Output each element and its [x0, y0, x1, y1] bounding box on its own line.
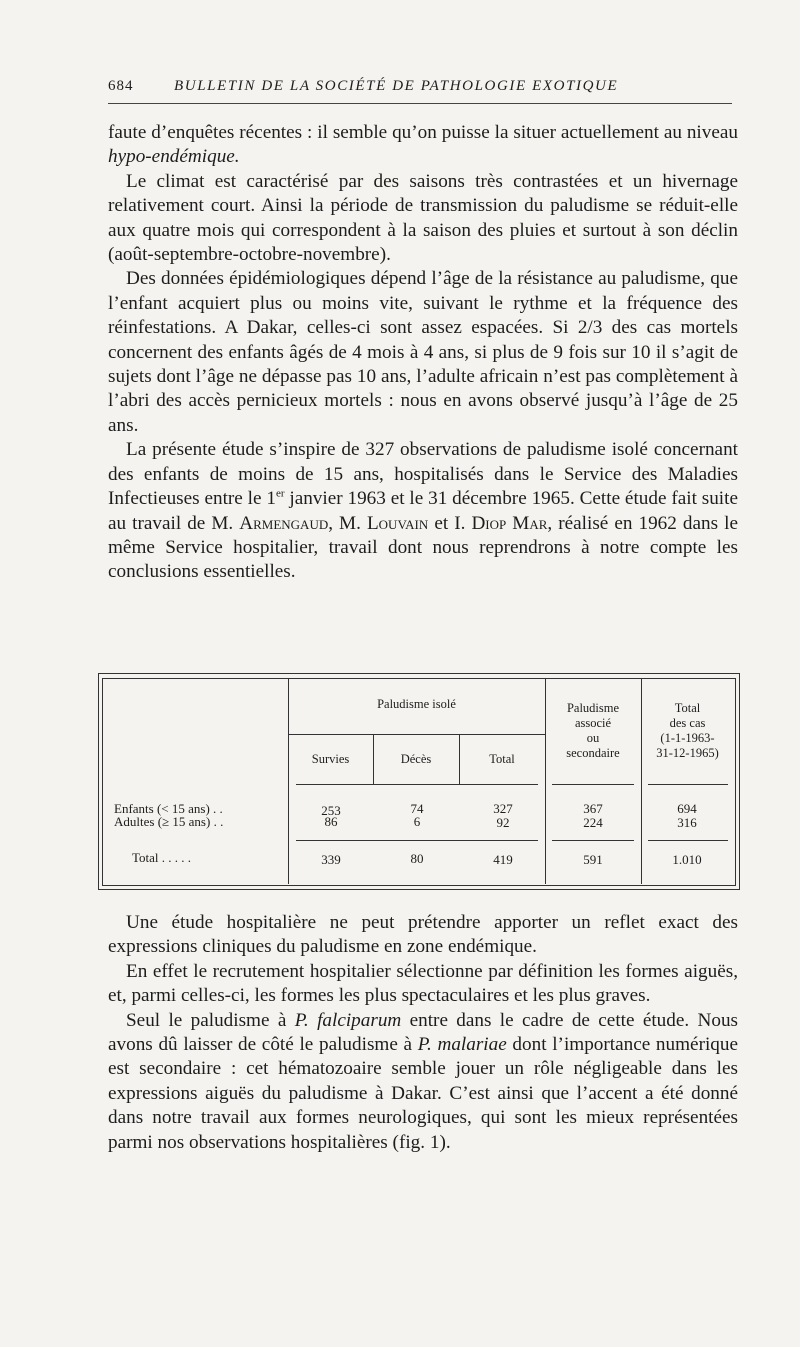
row-label-adultes: Adultes (≥ 15 ans) . .: [114, 814, 224, 829]
p7-species-malariae: P. malariae: [417, 1034, 507, 1056]
cell-enfants-deces: 74: [410, 801, 424, 816]
p7-species-falciparum: P. falciparum: [294, 1009, 402, 1031]
p4-text-b: janvier 1963 et le 31 décembre 1965. Cette étude fait suite au travail de M.: [108, 488, 738, 534]
p4-text-a: La présente étude s’inspire de 327 observations de paludisme isolé concernant des enfants de moins de 15 ans, hospitalisés dans le Service des Maladies Infectieuses entre le 1: [108, 439, 738, 510]
row-label-total: Total . . . . .: [132, 850, 192, 865]
header-associe-line3: ou: [586, 731, 600, 745]
header-totalcas-line1: Total: [674, 701, 701, 715]
header-paludisme-associe: [545, 701, 641, 761]
header-survies: Survies: [311, 752, 350, 766]
p7-text-c: dont l’importance numérique est secondaire : cet hématozoaire semble jouer un rôle négligeable dans les expressions aiguës du paludisme à Dakar. C’est ainsi que l’accent a été donné dans notre travail aux formes neurologiques, qui sont les mieux représentées parmi nos observations hospitalières (fig. 1).: [108, 1034, 738, 1153]
author-diop-mar: Diop Mar: [471, 512, 548, 534]
p4-text-d: et I.: [428, 512, 472, 534]
cell-adultes-total: 92: [496, 815, 510, 830]
body-text-top: [108, 121, 738, 585]
p4-sup: er: [275, 487, 285, 500]
cell-adultes-survies: 86: [324, 814, 338, 829]
p7-text-b: entre dans le cadre de cette étude. Nous avons dû laisser de côté le paludisme à: [108, 1009, 739, 1056]
paragraph-1: [108, 121, 738, 170]
author-louvain: Louvain: [366, 512, 429, 534]
p4-text-c: , M.: [328, 512, 367, 534]
p1-italic: hypo-endémique.: [108, 146, 240, 168]
cell-adultes-associe: 224: [583, 815, 603, 830]
p7-text-a: Seul le paludisme à: [126, 1009, 295, 1031]
header-totalcas-line4: 31-12-1965): [656, 746, 719, 760]
group-header-rule: [288, 734, 545, 735]
paragraph-2: Le climat est caractérisé par des saisons très contrastées et un hivernage relativement court. Ainsi la période de transmission du paludisme se réduit-elle aux quatre mois qui correspondent à la saison des pluies et surtout à son déclin (août-septembre-octobre-novembre).: [108, 170, 738, 266]
page-number: 684: [108, 78, 134, 94]
header-total-cas: [641, 701, 734, 761]
cell-total-totalcas: 1.010: [672, 852, 702, 867]
paragraph-5: Une étude hospitalière ne peut prétendre apporter un reflet exact des expressions cliniques du paludisme en zone endémique.: [108, 912, 738, 958]
paragraph-6: En effet le recrutement hospitalier sélectionne par définition les formes aiguës, et, parmi celles-ci, les formes les plus spectaculaires et les plus graves.: [108, 960, 738, 1007]
header-associe-line1: Paludisme: [566, 701, 620, 715]
paragraph-3: Des données épidémiologiques dépend l’âge de la résistance au paludisme, que l’enfant acquiert plus ou moins vite, suivant le rythme et la fréquence des réinfestations. A Dakar, celles-ci sont assez espacées. Si 2/3 des cas mortels concernent des enfants âgés de 4 mois à 4 ans, si plus de 9 fois sur 10 il s’agit de sujets dont l’âge ne dépasse pas 10 ans, l’adulte africain n’est pas complètement à l’abri des accès pernicieux mortels : nous en avons observé jusqu’à l’âge de 25 ans.: [108, 268, 738, 436]
author-armengaud: Armengaud: [239, 512, 329, 534]
p4-text-e: , réalisé en 1962 dans le même Service hospitalier, travail dont nous reprendrons à notre compte les conclusions essentielles.: [108, 512, 738, 583]
header-totalcas-line3: (1-1-1963-: [660, 731, 715, 745]
cell-total-deces: 80: [410, 851, 424, 866]
cell-adultes-deces: 6: [413, 814, 421, 829]
header-total: Total: [489, 752, 515, 766]
row-label-enfants: Enfants (< 15 ans) . .: [114, 801, 223, 816]
total-rule-1: [296, 840, 538, 841]
cell-enfants-associe: 367: [583, 801, 603, 816]
cell-adultes-totalcas: 316: [677, 815, 697, 830]
header-associe-line2: associé: [574, 716, 612, 730]
total-rule-3: [648, 840, 728, 841]
body-text-bottom: [108, 911, 738, 1155]
header-totalcas-line2: des cas: [669, 716, 706, 730]
cell-total-total: 419: [493, 852, 513, 867]
header-bottom-rule-3: [648, 784, 728, 785]
cell-total-associe: 591: [583, 852, 603, 867]
header-bottom-rule-1: [296, 784, 538, 785]
cell-total-survies: 339: [321, 852, 341, 867]
header-deces: Décès: [400, 752, 432, 766]
running-title: BULLETIN DE LA SOCIÉTÉ DE PATHOLOGIE EXOTIQUE: [174, 78, 619, 94]
total-rule-2: [552, 840, 634, 841]
paragraph-4: [108, 438, 738, 584]
cell-enfants-totalcas: 694: [677, 801, 697, 816]
header-associe-line4: secondaire: [566, 746, 620, 760]
paragraph-7: [108, 1009, 738, 1155]
header-rule: [108, 103, 732, 104]
header-bottom-rule-2: [552, 784, 634, 785]
cell-enfants-total: 327: [493, 801, 513, 816]
cell-enfants-survies: 253: [321, 803, 341, 818]
header-paludisme-isole: Paludisme isolé: [377, 697, 456, 711]
p1-text: faute d’enquêtes récentes : il semble qu’on puisse la situer actuellement au niveau: [108, 122, 738, 143]
